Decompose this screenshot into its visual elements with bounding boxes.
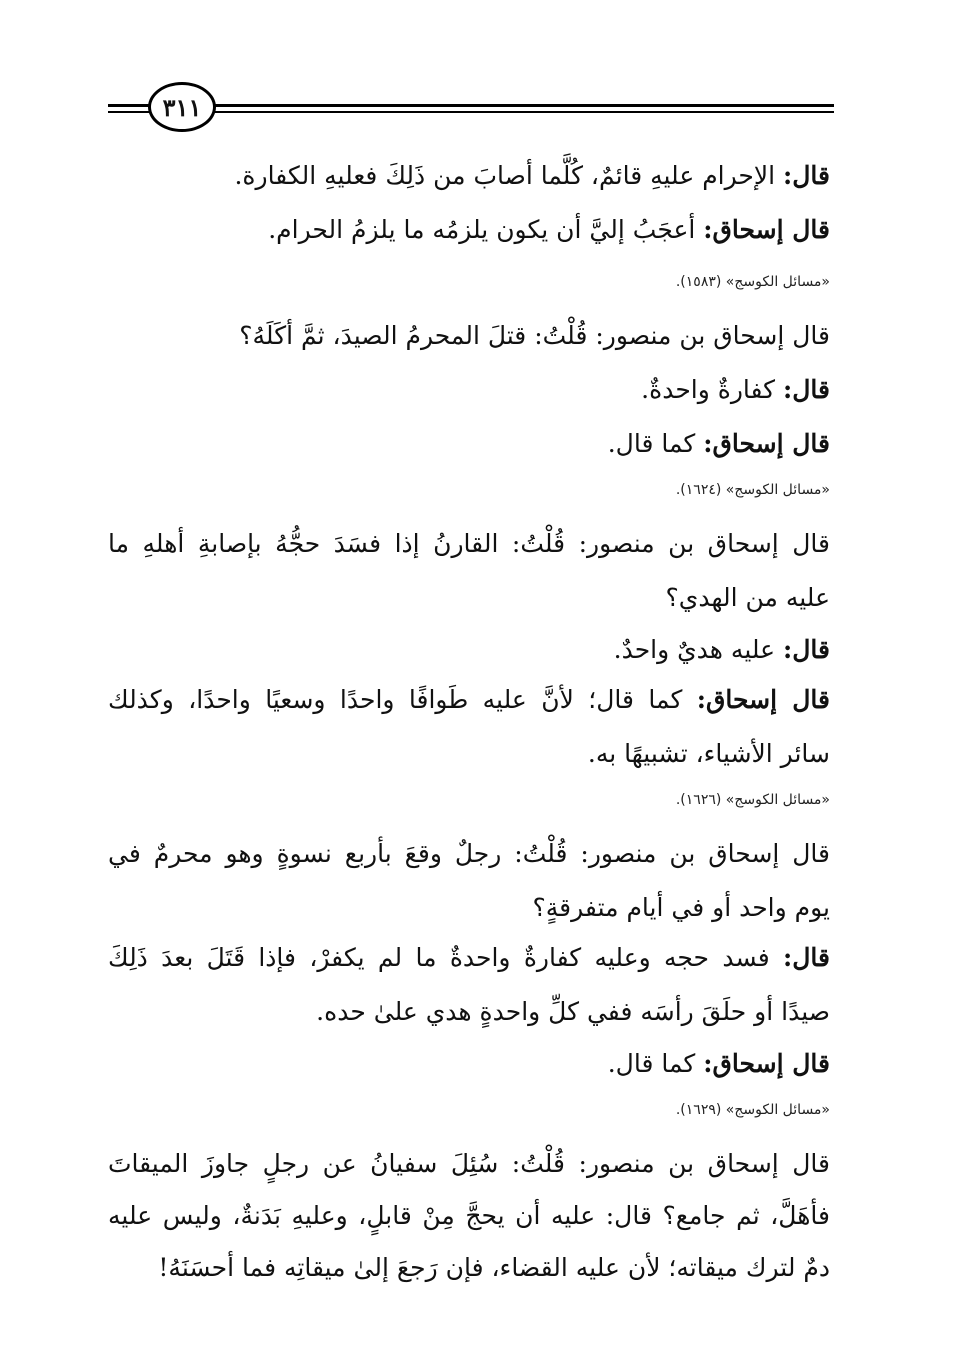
- line-text: عليه من الهدي؟: [665, 583, 830, 612]
- line-text: عليه هديٌ واحدٌ.: [613, 635, 784, 664]
- text-line: [108, 526, 830, 562]
- speaker-label: قال إسحاق:: [703, 215, 830, 244]
- line-text: قال إسحاق بن منصور: قُلْتُ: قتلَ المحرمُ الصيدَ، ثمَّ أكَلَهُ؟: [239, 321, 830, 350]
- page-number: ٣١١: [148, 82, 216, 132]
- citation-reference: «مسائل الكوسج» (١٥٨٣).: [675, 274, 830, 290]
- text-line: [108, 836, 830, 872]
- citation-reference: «مسائل الكوسج» (١٦٢٤).: [675, 482, 830, 498]
- header-rule-thin: [108, 111, 834, 113]
- text-line: [108, 1198, 830, 1234]
- text-line: [108, 1146, 830, 1182]
- line-text: دمٌ لترك ميقاته؛ لأن عليه القضاء، فإن رَجعَ إلىٰ ميقاتِه فما أحسَنَهُ!: [158, 1253, 830, 1282]
- speaker-label: قال:: [783, 943, 830, 972]
- line-text: أعجَبُ إليَّ أن يكون يلزمُه ما يلزمُ الحرام.: [268, 215, 704, 244]
- speaker-label: قال إسحاق:: [703, 1049, 830, 1078]
- line-text: الإحرام عليهِ قائمٌ، كُلَّما أصابَ من ذَلِكَ فعليهِ الكفارة.: [234, 161, 784, 190]
- header-rule: [108, 104, 834, 107]
- citation-reference: «مسائل الكوسج» (١٦٢٦).: [675, 792, 830, 808]
- text-line: [268, 212, 830, 248]
- line-text: قال إسحاق بن منصور: قُلْتُ: سُئِلَ سفيانُ عن رجلٍ جاوزَ الميقاتَ: [108, 1149, 830, 1178]
- text-line: [608, 426, 830, 462]
- speaker-label: قال:: [783, 635, 830, 664]
- line-text: سائر الأشياء، تشبيهًا به.: [587, 739, 830, 768]
- line-text: كما قال.: [607, 1049, 704, 1078]
- page-header: [108, 82, 834, 134]
- line-text: فأهَلَّ، ثم جامع؟ قال: عليه أن يحجَّ مِنْ قابلٍ، وعليهِ بَدَنةٌ، وليس عليه: [108, 1201, 830, 1230]
- line-text: يوم واحد أو في أيام متفرقةٍ؟: [532, 893, 830, 922]
- line-text: كفارةٌ واحدةٌ.: [641, 375, 784, 404]
- text-line: [108, 682, 830, 718]
- line-text: كما قال.: [607, 429, 704, 458]
- text-line: [234, 158, 830, 194]
- speaker-label: قال إسحاق:: [696, 685, 830, 714]
- speaker-label: قال:: [783, 375, 830, 404]
- line-text: قال إسحاق بن منصور: قُلْتُ: رجلٌ وقعَ بأربع نسوةٍ وهو محرمٌ في: [108, 839, 830, 868]
- line-text: صيدًا أو حلَقَ رأسَه ففي كلِّ واحدةٍ هدي علىٰ حده.: [316, 997, 830, 1026]
- text-line: [316, 994, 830, 1030]
- text-line: [608, 1046, 830, 1082]
- text-line: [614, 632, 830, 668]
- text-line: [641, 372, 830, 408]
- citation-reference: «مسائل الكوسج» (١٦٢٩).: [675, 1102, 830, 1118]
- text-line: [588, 736, 830, 772]
- line-text: كما قال؛ لأنَّ عليه طَوافًا واحدًا وسعيًا واحدًا، وكذلك: [108, 685, 697, 714]
- text-line: [158, 1250, 830, 1286]
- text-line: [533, 890, 831, 926]
- text-line: [108, 940, 830, 976]
- speaker-label: قال إسحاق:: [703, 429, 830, 458]
- text-line: [665, 580, 830, 616]
- text-line: [239, 318, 830, 354]
- speaker-label: قال:: [783, 161, 830, 190]
- line-text: قال إسحاق بن منصور: قُلْتُ: القارنُ إذا فسَدَ حجُّهُ بإصابةِ أهلهِ ما: [108, 529, 830, 558]
- line-text: فسد حجه وعليه كفارةٌ واحدةٌ ما لم يكفرْ، فإذا قَتَلَ بعدَ ذَلِكَ: [108, 943, 784, 972]
